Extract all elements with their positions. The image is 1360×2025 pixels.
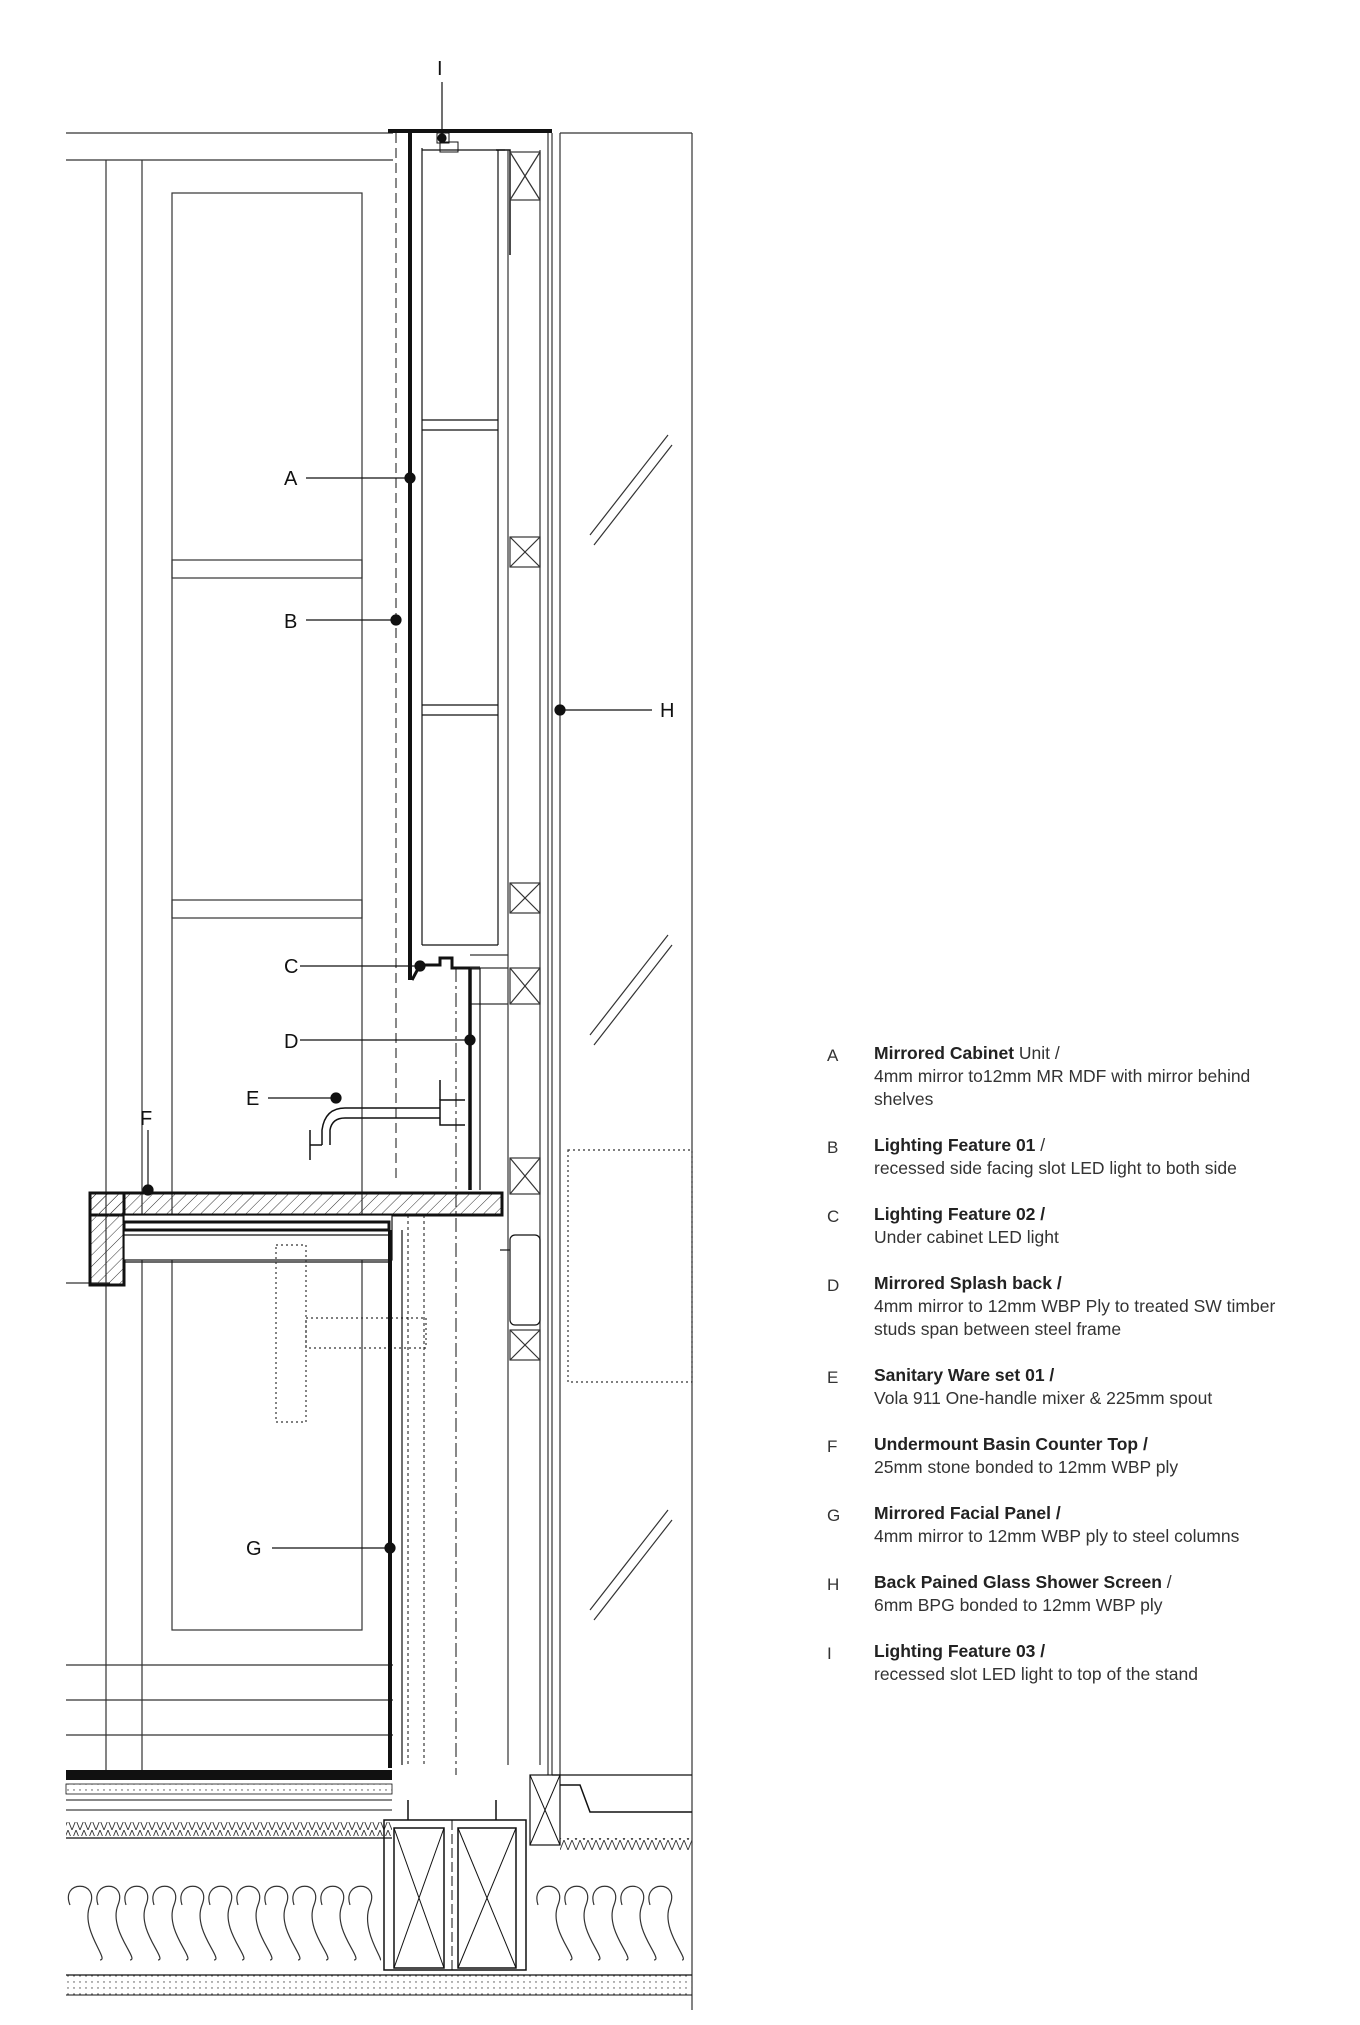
callout-e: E <box>246 1088 260 1110</box>
callout-d-dot <box>465 1035 475 1045</box>
legend-text <box>874 1042 1297 1111</box>
callout-c: C <box>284 956 299 978</box>
legend-item <box>827 1134 1297 1180</box>
legend-title: Mirrored Facial Panel / <box>874 1503 1061 1523</box>
insulation <box>68 1886 683 1960</box>
legend-letter: I <box>827 1644 832 1663</box>
legend-title: Back Pained Glass Shower Screen <box>874 1572 1162 1592</box>
floor-build-up <box>66 1770 692 1995</box>
legend-description: 6mm BPG bonded to 12mm WBP ply <box>874 1595 1163 1615</box>
legend-item <box>827 1364 1297 1410</box>
legend-title: Sanitary Ware set 01 / <box>874 1365 1055 1385</box>
legend-text <box>874 1433 1297 1479</box>
legend-item <box>827 1203 1297 1249</box>
legend-title: Mirrored Splash back / <box>874 1273 1062 1293</box>
legend-description: 25mm stone bonded to 12mm WBP ply <box>874 1457 1179 1477</box>
callout-h: H <box>660 700 675 722</box>
legend-letter: A <box>827 1046 839 1065</box>
legend-description: recessed slot LED light to top of the stand <box>874 1664 1198 1684</box>
legend-title: Lighting Feature 01 <box>874 1135 1036 1155</box>
legend-text <box>874 1571 1297 1617</box>
legend-letter: G <box>827 1506 841 1525</box>
legend-item <box>827 1042 1297 1111</box>
callout-c-dot <box>415 961 425 971</box>
shower-glass-panel <box>548 133 692 2010</box>
timber-studs <box>470 150 540 1765</box>
legend-letter: F <box>827 1437 838 1456</box>
callout-a-dot <box>405 473 415 483</box>
legend-letter: D <box>827 1276 840 1295</box>
legend-description: Under cabinet LED light <box>874 1227 1059 1247</box>
legend-letter: C <box>827 1207 840 1226</box>
left-wall-elevation <box>66 133 393 1775</box>
legend <box>827 1042 1297 1709</box>
legend-title-suffix: / <box>1161 1572 1172 1592</box>
mixer-tap <box>310 1080 465 1160</box>
callout-letters <box>140 58 674 1560</box>
legend-description: 4mm mirror to 12mm WBP ply to steel columns <box>874 1526 1240 1546</box>
legend-letter: E <box>827 1368 839 1387</box>
legend-description: Vola 911 One-handle mixer & 225mm spout <box>874 1388 1213 1408</box>
callout-g-dot <box>385 1543 395 1553</box>
legend-item <box>827 1433 1297 1479</box>
legend-text <box>874 1134 1297 1180</box>
callout-leaders <box>143 82 652 1553</box>
legend-title-suffix: / <box>1035 1135 1046 1155</box>
legend-letter: H <box>827 1575 840 1594</box>
mirrored-splash-back <box>456 968 480 1775</box>
legend-text <box>874 1272 1297 1341</box>
basin-outline <box>276 1245 426 1422</box>
legend-title: Mirrored Cabinet <box>874 1043 1015 1063</box>
legend-item <box>827 1571 1297 1617</box>
legend-title-suffix: Unit / <box>1014 1043 1060 1063</box>
callout-h-dot <box>555 705 565 715</box>
callout-a: A <box>284 468 298 490</box>
legend-title: Lighting Feature 03 / <box>874 1641 1046 1661</box>
legend-text <box>874 1502 1297 1548</box>
callout-b: B <box>284 611 298 633</box>
legend-title: Lighting Feature 02 / <box>874 1204 1046 1224</box>
callout-f: F <box>140 1108 153 1130</box>
legend-text <box>874 1364 1297 1410</box>
mirrored-facial-panel <box>390 1215 540 1768</box>
legend-description: 4mm mirror to12mm MR MDF with mirror behind shelves <box>874 1066 1251 1109</box>
legend-item <box>827 1272 1297 1341</box>
callout-e-dot <box>331 1093 341 1103</box>
legend-text <box>874 1640 1297 1686</box>
legend-title: Undermount Basin Counter Top / <box>874 1434 1148 1454</box>
callout-f-dot <box>143 1185 153 1195</box>
legend-item <box>827 1502 1297 1548</box>
legend-description: recessed side facing slot LED light to both side <box>874 1158 1237 1178</box>
legend-letter: B <box>827 1138 839 1157</box>
callout-b-dot <box>391 615 401 625</box>
callout-d: D <box>284 1031 299 1053</box>
legend-item <box>827 1640 1297 1686</box>
callout-g: G <box>246 1538 262 1560</box>
callout-i-dot <box>438 134 446 142</box>
callout-i: I <box>437 58 443 80</box>
legend-description: 4mm mirror to 12mm WBP Ply to treated SW timber studs span between steel frame <box>874 1296 1276 1339</box>
counter-top <box>90 1193 502 1285</box>
steel-column <box>384 1800 526 1970</box>
legend-text <box>874 1203 1297 1249</box>
